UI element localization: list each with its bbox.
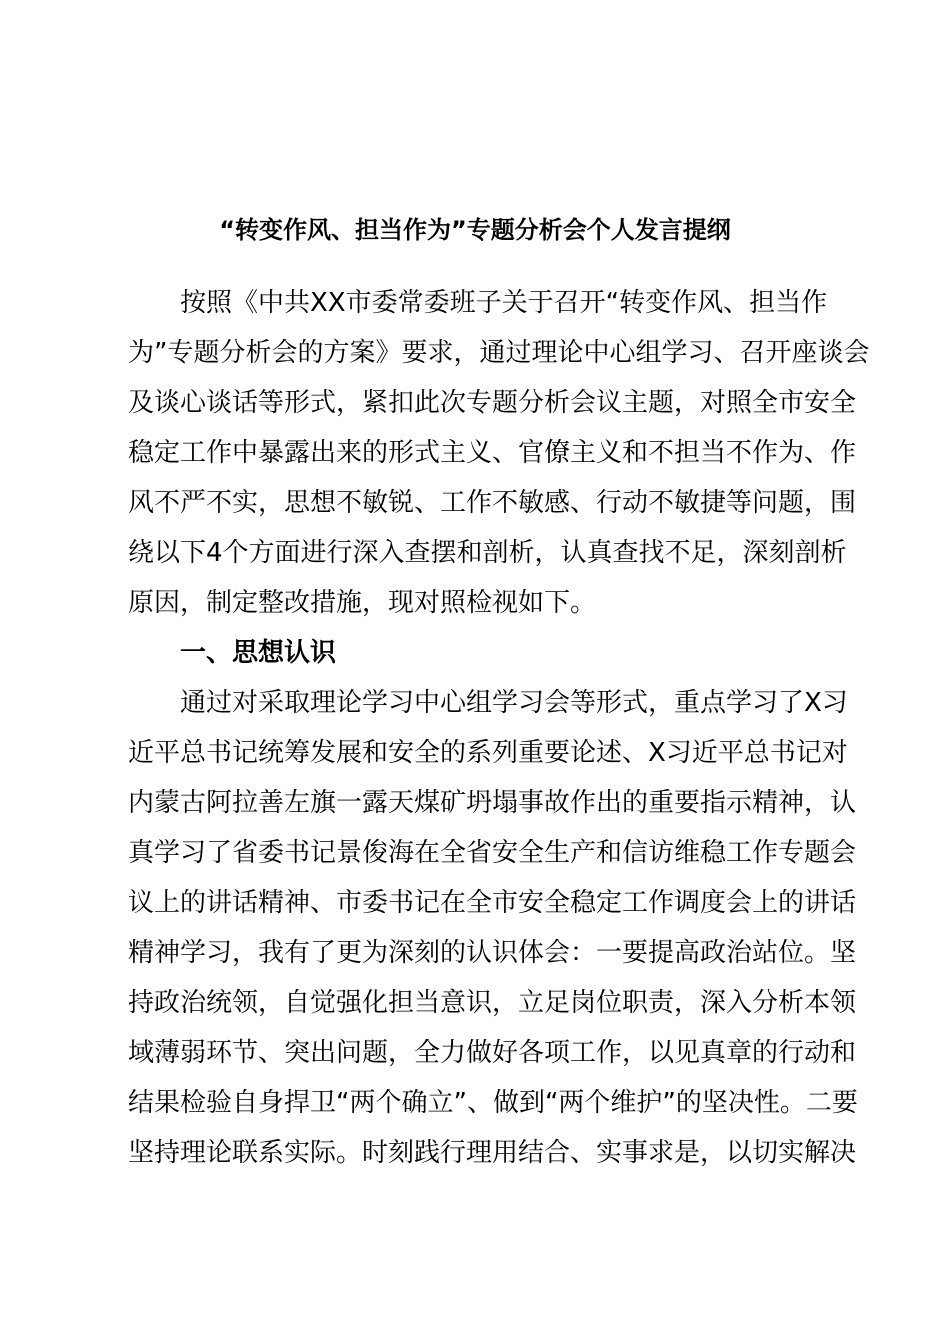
intro-line: 绕以下4个方面进行深入查摆和剖析，认真查找不足，深刻剖析	[128, 538, 847, 568]
intro-line: 原因，制定整改措施，现对照检视如下。	[128, 588, 597, 618]
section-heading: 一、思想认识	[180, 638, 337, 668]
document-title: “转变作风、担当作为”专题分析会个人发言提纲	[219, 216, 731, 244]
section-line: 结果检验自身捍卫“两个确立”、做到“两个维护”的坚决性。二要	[128, 1088, 858, 1118]
section-line: 议上的讲话精神、市委书记在全市安全稳定工作调度会上的讲话	[128, 888, 857, 918]
section-line: 持政治统领，自觉强化担当意识，立足岗位职责，深入分析本领	[128, 988, 857, 1018]
section-line: 精神学习，我有了更为深刻的认识体会：一要提高政治站位。坚	[128, 938, 857, 968]
section-line: 坚持理论联系实际。时刻践行理用结合、实事求是，以切实解决	[128, 1138, 857, 1168]
section-line: 通过对采取理论学习中心组学习会等形式，重点学习了X习	[180, 688, 848, 718]
intro-line: 为”专题分析会的方案》要求，通过理论中心组学习、召开座谈会	[128, 338, 870, 368]
intro-line: 稳定工作中暴露出来的形式主义、官僚主义和不担当不作为、作	[128, 438, 857, 468]
intro-line: 风不严不实，思想不敏锐、工作不敏感、行动不敏捷等问题，围	[128, 488, 857, 518]
section-line: 域薄弱环节、突出问题，全力做好各项工作，以见真章的行动和	[128, 1038, 857, 1068]
intro-line: 及谈心谈话等形式，紧扣此次专题分析会议主题，对照全市安全	[128, 388, 857, 418]
section-line: 近平总书记统筹发展和安全的系列重要论述、X习近平总书记对	[128, 738, 848, 768]
section-line: 内蒙古阿拉善左旗一露天煤矿坍塌事故作出的重要指示精神，认	[128, 788, 857, 818]
section-line: 真学习了省委书记景俊海在全省安全生产和信访维稳工作专题会	[128, 838, 857, 868]
intro-line: 按照《中共XX市委常委班子关于召开“转变作风、担当作	[180, 288, 828, 318]
